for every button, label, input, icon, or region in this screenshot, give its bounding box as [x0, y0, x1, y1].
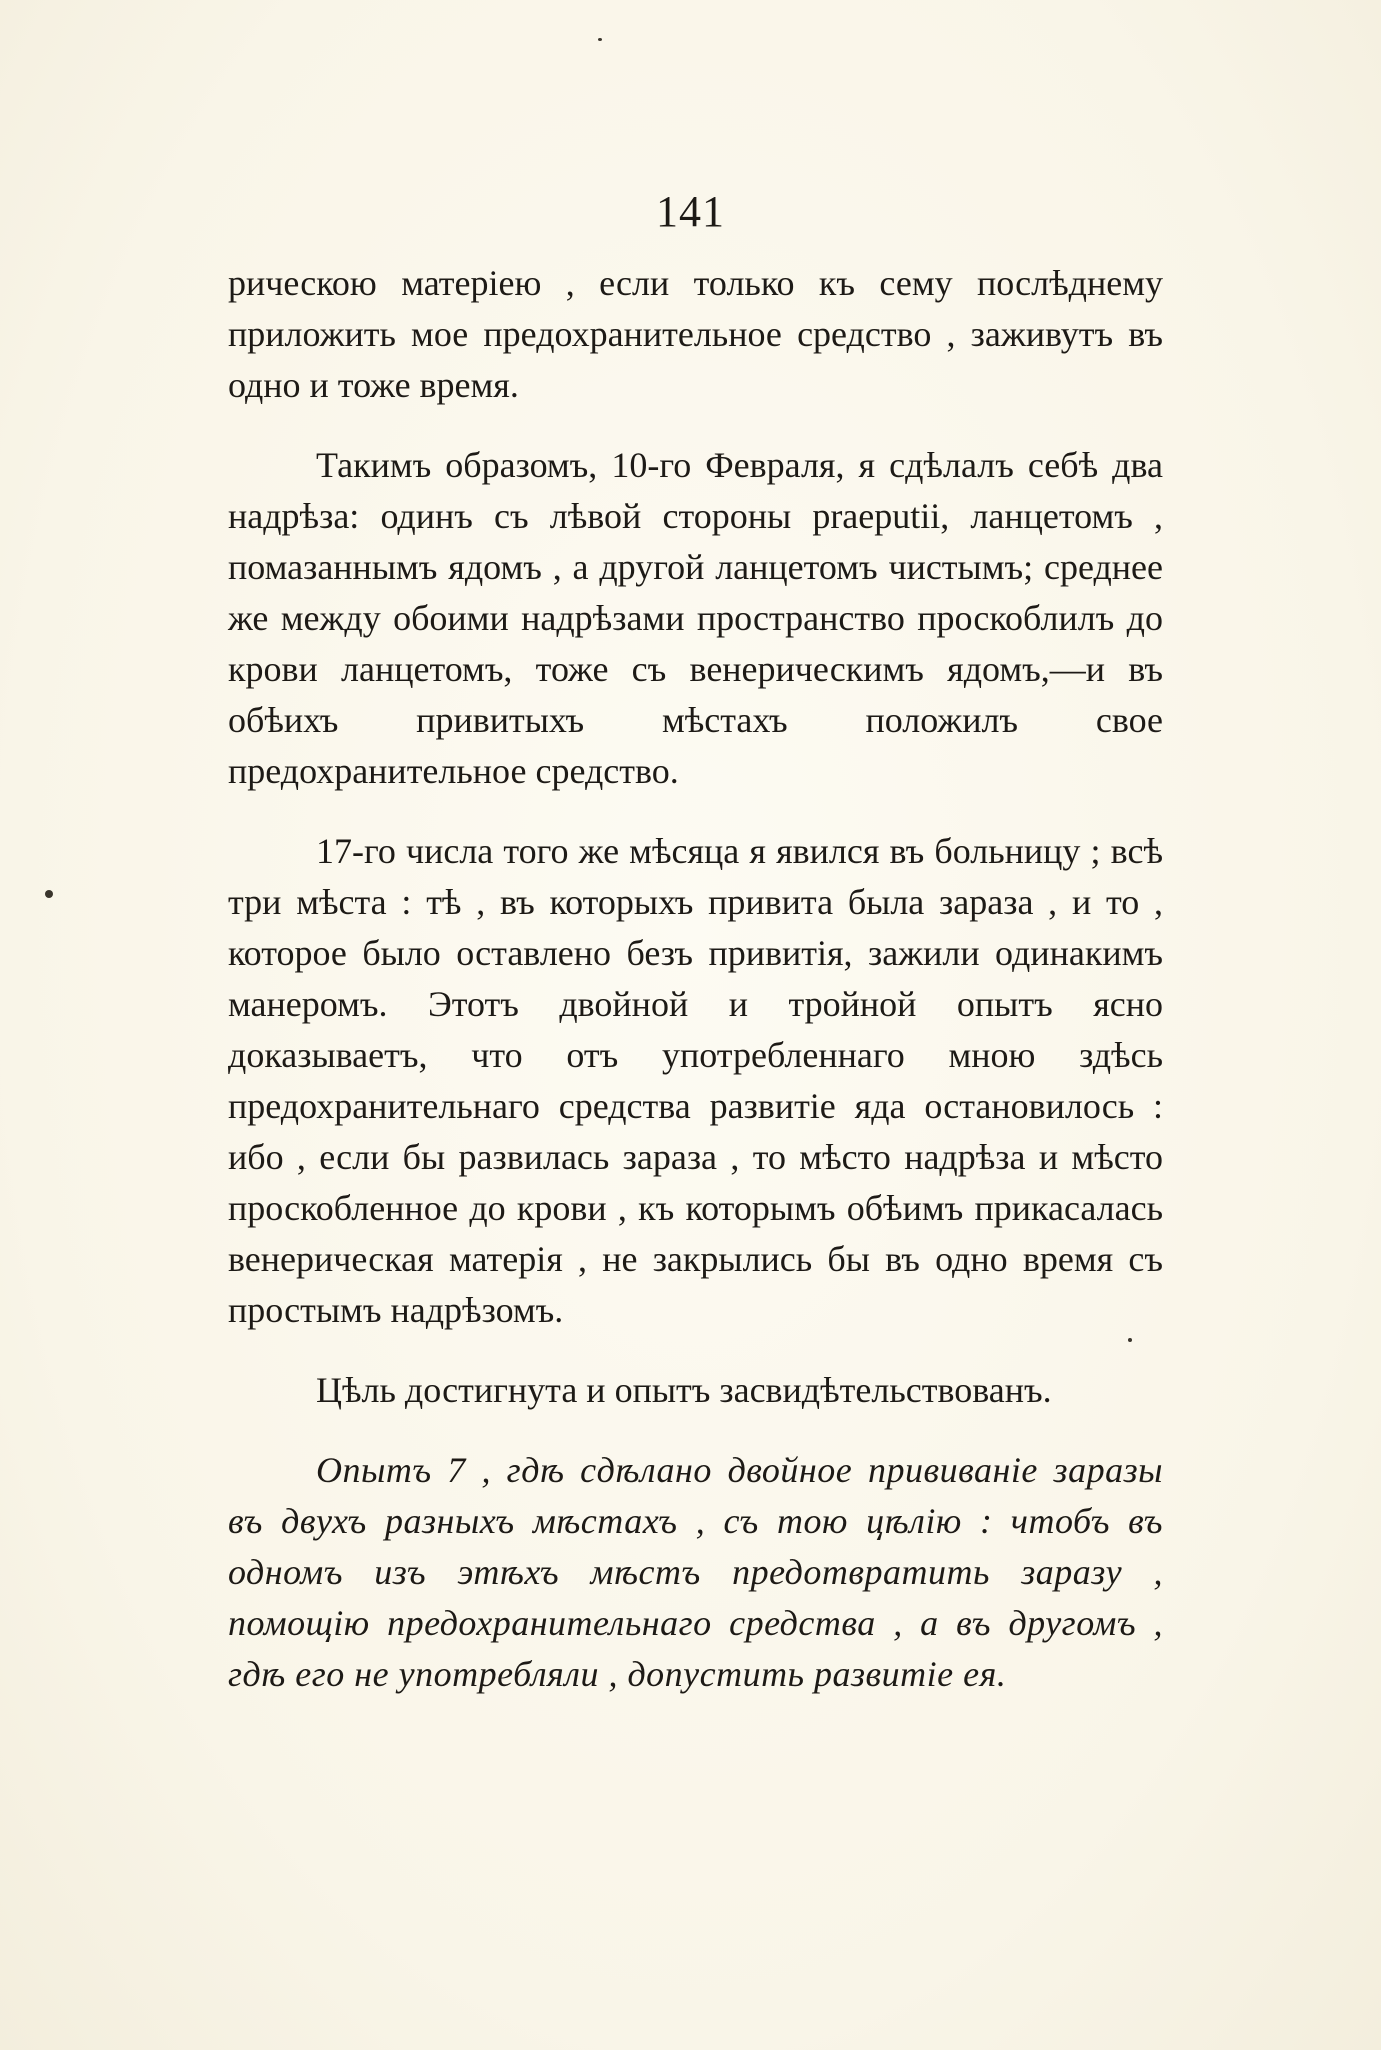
body-text	[228, 258, 1163, 1700]
page-number: 141	[656, 187, 725, 236]
paragraph-conclusion: Цѣль достигнута и опытъ засвидѣтельствованъ.	[316, 1370, 1052, 1410]
ink-speck	[598, 38, 602, 41]
paragraph-experiment-description: Такимъ образомъ, 10-го Февраля, я сдѣлалъ себѣ два надрѣза: одинъ съ лѣвой стороны praeputii, ланцетомъ , помазаннымъ ядомъ , а другой ланцетомъ чистымъ; среднее же между обоими надрѣзами пространство проскоблилъ до крови ланцетомъ, тоже съ венерическимъ ядомъ,—и въ обѣихъ привитыхъ мѣстахъ положилъ свое предохранительное средство.	[228, 445, 1163, 791]
paragraph-continuation: рическою матеріею , если только къ сему послѣднему приложить мое предохранительное средство , заживутъ въ одно и тоже время.	[228, 263, 1163, 405]
ink-speck	[1128, 1338, 1132, 1342]
paragraph-experiment-result: 17-го числа того же мѣсяца я явился въ больницу ; всѣ три мѣста : тѣ , въ которыхъ привита была зараза , и то , которое было оставлено безъ привитія, зажили одинакимъ манеромъ. Этотъ двойной и тройной опытъ ясно доказываетъ, что отъ употребленнаго мною здѣсь предохранительнаго средства развитіе яда остановилось : ибо , если бы развилась зараза , то мѣсто надрѣза и мѣсто проскобленное до крови , къ которымъ обѣимъ прикасалась венерическая матерія , не закрылись бы въ одно время съ простымъ надрѣзомъ.	[228, 831, 1163, 1330]
ink-speck	[45, 890, 53, 898]
paragraph-experiment-7-heading: Опытъ 7 , гдѣ сдѣлано двойное прививаніе заразы въ двухъ разныхъ мѣстахъ , съ тою цѣлію : чтобъ въ одномъ изъ этѣхъ мѣстъ предотвратить заразу , помощію предохранительнаго средства , а въ другомъ , гдѣ его не употребляли , допустить развитіе ея.	[228, 1450, 1163, 1694]
